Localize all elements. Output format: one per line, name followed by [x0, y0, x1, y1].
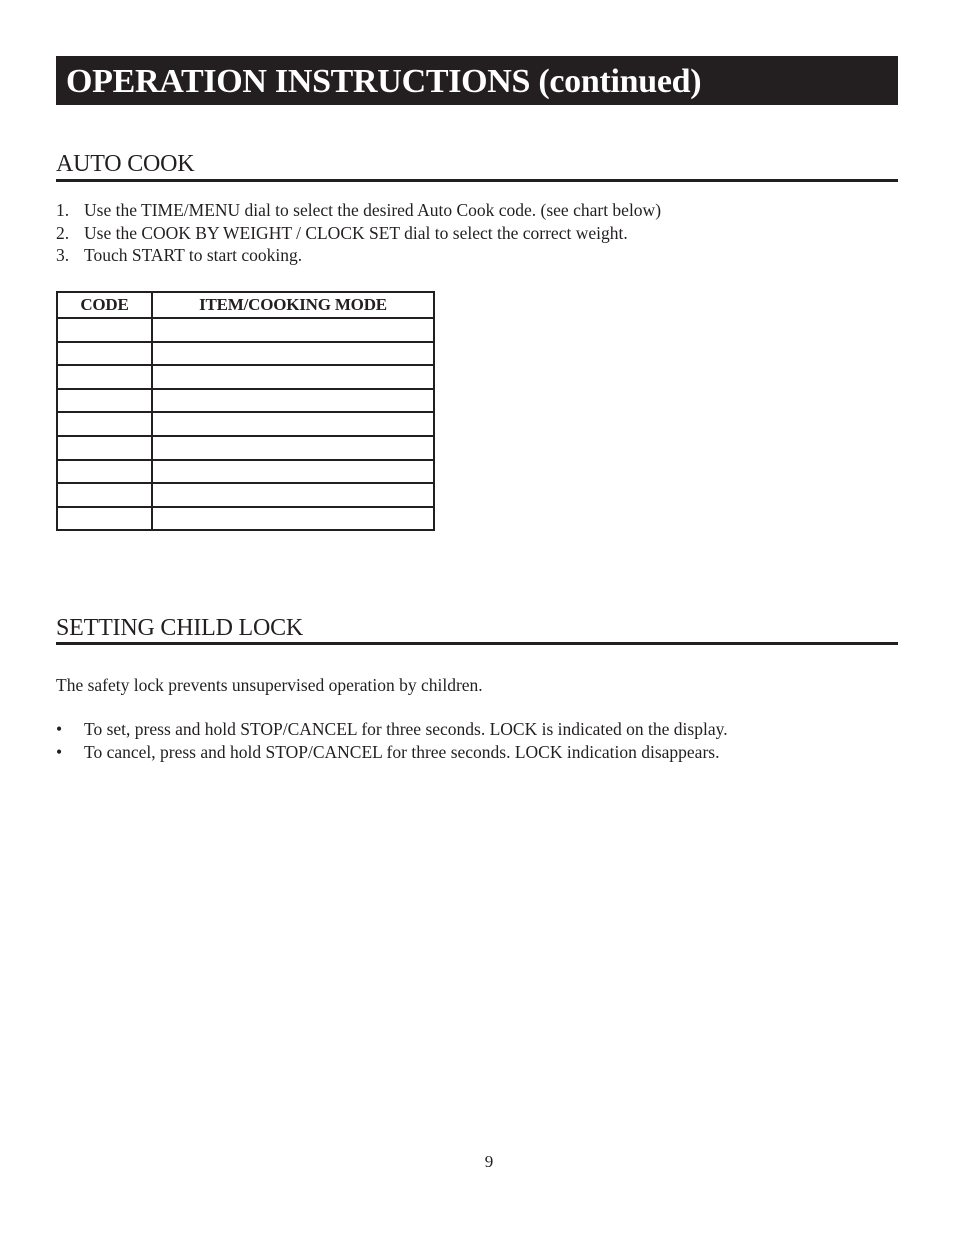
step-number: 3. [56, 245, 70, 265]
bullet-mark: • [56, 719, 63, 739]
auto-cook-heading: AUTO COOK [56, 151, 195, 177]
page-number: 9 [484, 1152, 494, 1171]
auto-cook-steps [56, 199, 661, 267]
child-lock-instructions [56, 718, 728, 763]
page-header-banner [56, 56, 898, 105]
item-cell [152, 389, 434, 413]
table-row [57, 342, 434, 366]
list-item [56, 718, 728, 741]
page-title: OPERATION INSTRUCTIONS (continued) [66, 62, 702, 100]
table-row [57, 483, 434, 507]
code-cell [57, 412, 152, 436]
table-header-row [57, 292, 434, 318]
step-item [56, 244, 661, 267]
step-item [56, 199, 661, 222]
table-row [57, 460, 434, 484]
bullet-mark: • [56, 741, 63, 762]
code-cell [57, 460, 152, 484]
item-cell [152, 507, 434, 531]
code-cell [57, 365, 152, 389]
code-cell [57, 318, 152, 342]
column-header-item: ITEM/COOKING MODE [152, 292, 434, 318]
list-item [56, 741, 728, 764]
table-row [57, 389, 434, 413]
table-row [57, 365, 434, 389]
item-cell [152, 318, 434, 342]
auto-cook-code-table [56, 291, 435, 531]
table-row [57, 436, 434, 460]
step-number: 1. [56, 200, 70, 220]
child-lock-divider [56, 642, 898, 645]
step-number: 2. [56, 222, 70, 243]
step-text: Use the COOK BY WEIGHT / CLOCK SET dial to select the correct weight. [84, 222, 628, 243]
table-row [57, 318, 434, 342]
code-cell [57, 436, 152, 460]
step-text: Touch START to start cooking. [84, 245, 303, 265]
child-lock-heading: SETTING CHILD LOCK [56, 615, 304, 641]
auto-cook-divider [56, 179, 898, 182]
table-row [57, 507, 434, 531]
code-cell [57, 342, 152, 366]
item-cell [152, 412, 434, 436]
item-cell [152, 436, 434, 460]
bullet-text: To cancel, press and hold STOP/CANCEL for three seconds. LOCK indication disappears. [84, 741, 720, 762]
step-text: Use the TIME/MENU dial to select the desired Auto Cook code. (see chart below) [84, 200, 662, 220]
item-cell [152, 342, 434, 366]
child-lock-intro: The safety lock prevents unsupervised operation by children. [56, 675, 483, 695]
code-cell [57, 507, 152, 531]
code-cell [57, 483, 152, 507]
item-cell [152, 365, 434, 389]
step-item [56, 222, 661, 245]
column-header-code: CODE [57, 292, 152, 318]
item-cell [152, 460, 434, 484]
table-row [57, 412, 434, 436]
code-cell [57, 389, 152, 413]
bullet-text: To set, press and hold STOP/CANCEL for three seconds. LOCK is indicated on the display. [84, 719, 728, 739]
item-cell [152, 483, 434, 507]
